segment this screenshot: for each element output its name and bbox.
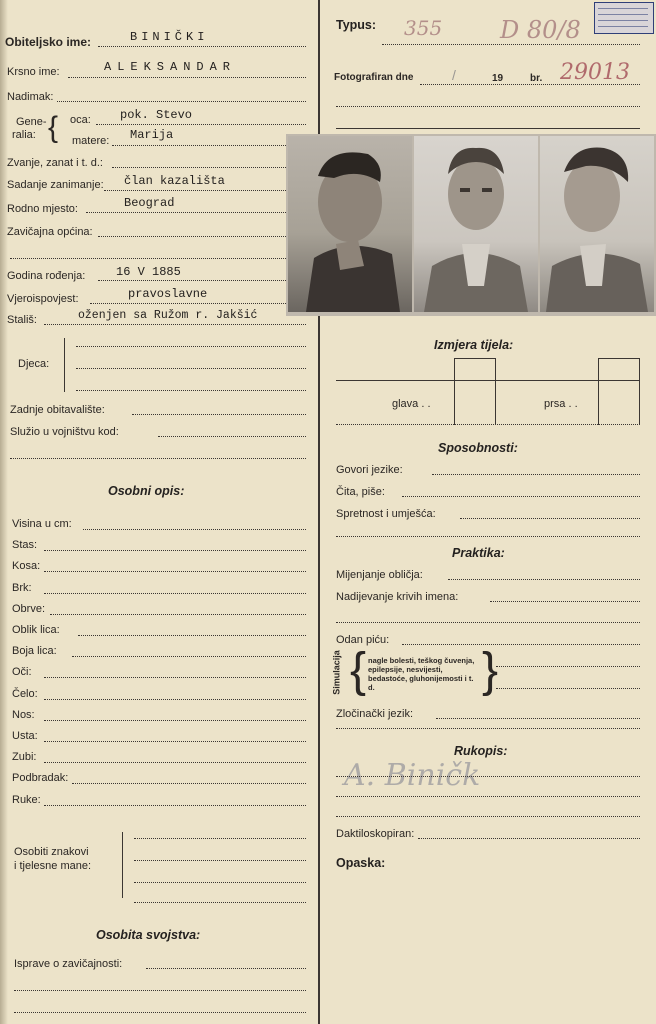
desc-field-line <box>50 614 306 615</box>
marks-line-4 <box>134 902 306 903</box>
abilities-heading: Sposobnosti: <box>438 441 518 455</box>
abilities-end-line <box>336 536 640 537</box>
municipality-line-2 <box>10 258 306 259</box>
desc-field-line <box>44 762 306 763</box>
desc-field-line <box>83 529 306 530</box>
practice-heading: Praktika: <box>452 546 505 560</box>
remark-heading: Opaska: <box>336 856 386 870</box>
father-line <box>96 124 306 125</box>
type-value-1: 355 <box>404 16 443 40</box>
desc-field-line <box>44 677 306 678</box>
number-label: br. <box>530 73 543 84</box>
languages-label: Govori jezike: <box>336 464 403 476</box>
children-bracket <box>64 338 65 392</box>
skills-line <box>460 518 640 519</box>
desc-field-label: Ruke: <box>12 794 41 806</box>
religion-line <box>90 303 306 304</box>
desc-field-label: Kosa: <box>12 560 41 572</box>
father-value: pok. Stevo <box>120 108 193 122</box>
languages-line <box>432 474 640 475</box>
documents-line-3 <box>14 1012 306 1013</box>
occupation-value: član kazališta <box>124 174 225 188</box>
fingerprint-line <box>418 838 640 839</box>
marks-line-3 <box>134 882 306 883</box>
documents-line-2 <box>14 990 306 991</box>
marks-line-1 <box>134 838 306 839</box>
given-name-line <box>68 77 306 78</box>
criminal-language-line <box>436 718 640 719</box>
front-face-icon <box>414 136 538 312</box>
children-line-1 <box>76 346 306 347</box>
handwriting-heading: Rukopis: <box>454 744 508 758</box>
photo-date-slash: / <box>452 67 456 83</box>
paper-edge-shadow <box>0 0 8 1024</box>
birthyear-value: 16 V 1885 <box>116 265 181 279</box>
type-label: Typus: <box>336 18 377 32</box>
desc-field-label: Zubi: <box>12 751 37 763</box>
status-value: oženjen sa Ružom r. Jakšić <box>78 309 258 322</box>
chest-label: prsa . . <box>544 398 578 410</box>
generalia-label-1: Gene- <box>16 116 47 128</box>
skills-label: Spretnost i umješća: <box>336 508 436 520</box>
simulation-line-2 <box>496 688 640 689</box>
desc-field-line <box>44 741 306 742</box>
mother-line <box>112 145 306 146</box>
reads-line <box>402 496 640 497</box>
photographed-label: Fotografiran dne <box>334 72 414 83</box>
profession-line <box>112 167 306 168</box>
mugshot-front-photo <box>414 136 538 312</box>
children-line-3 <box>76 390 306 391</box>
surname-value: BINIČKI <box>130 30 209 44</box>
desc-field-line <box>72 783 306 784</box>
three-quarter-face-icon <box>540 136 654 312</box>
desc-field-line <box>44 699 306 700</box>
number-value: 29013 <box>560 60 630 85</box>
desc-field-line <box>44 593 306 594</box>
profession-label: Zvanje, zanat i t. d.: <box>7 157 103 169</box>
stamp-lines <box>598 8 648 28</box>
type-value-2: D 80/8 <box>500 16 581 44</box>
mugshot-profile-photo <box>288 136 412 312</box>
given-name-label: Krsno ime: <box>7 66 60 78</box>
photographed-line <box>420 84 640 85</box>
mugshot-three-quarter-photo <box>540 136 654 312</box>
generalia-brace: { <box>48 111 59 144</box>
surname-line <box>98 46 306 47</box>
face-change-line <box>448 579 640 580</box>
documents-label: Isprave o zavičajnosti: <box>14 958 123 970</box>
desc-field-label: Boja lica: <box>12 645 57 657</box>
mother-label: matere: <box>72 135 110 147</box>
simulation-bracket-right: } <box>482 644 499 697</box>
handwriting-line-1 <box>336 776 640 777</box>
children-label: Djeca: <box>18 358 50 370</box>
desc-field-line <box>44 805 306 806</box>
desc-field-label: Usta: <box>12 730 38 742</box>
desc-field-label: Nos: <box>12 709 35 721</box>
desc-field-line <box>72 656 306 657</box>
year-label: 19 <box>492 73 504 84</box>
photo-area-top <box>336 128 640 129</box>
false-names-label: Nadijevanje krivih imena: <box>336 591 459 603</box>
mother-value: Marija <box>130 128 174 142</box>
desc-field-line <box>44 550 306 551</box>
desc-field-label: Oči: <box>12 666 32 678</box>
measure-bottom-line <box>336 424 640 425</box>
false-names-line-2 <box>336 622 640 623</box>
desc-field-line <box>78 635 306 636</box>
handwriting-line-2 <box>336 796 640 797</box>
profile-silhouette-icon <box>288 136 412 312</box>
military-line <box>158 436 306 437</box>
head-measure-box <box>454 358 496 425</box>
status-label: Stališ: <box>7 314 37 326</box>
religion-label: Vjeroispovjest: <box>7 293 79 305</box>
desc-field-label: Čelo: <box>12 688 38 700</box>
military-line-2 <box>10 458 306 459</box>
false-names-line <box>490 601 640 602</box>
criminal-language-label: Zločinački jezik: <box>336 708 414 720</box>
generalia-label-2: ralia: <box>12 129 36 141</box>
documents-line-1 <box>146 968 306 969</box>
marks-label-2: i tjelesne mane: <box>14 860 92 872</box>
birthyear-line <box>98 280 306 281</box>
father-label: oca: <box>70 114 91 126</box>
traits-heading: Osobita svojstva: <box>96 928 201 942</box>
municipality-label: Zavičajna općina: <box>7 226 93 238</box>
desc-field-label: Obrve: <box>12 603 46 615</box>
birthplace-value: Beograd <box>124 196 175 210</box>
desc-field-label: Stas: <box>12 539 38 551</box>
last-residence-label: Zadnje obitavalište: <box>10 404 105 416</box>
simulation-text: nagle bolesti, teškog čuvenja, epilepsije, nesvijesti, bedastoće, gluhonijemosti i t. d. <box>368 656 475 692</box>
religion-value: pravoslavne <box>128 287 208 301</box>
simulation-bracket-left: { <box>350 644 367 697</box>
birthyear-label: Godina rođenja: <box>7 270 86 282</box>
reads-label: Čita, piše: <box>336 486 385 498</box>
desc-field-line <box>44 720 306 721</box>
face-change-label: Mijenjanje obličja: <box>336 569 423 581</box>
surname-label: Obiteljsko ime: <box>5 35 92 49</box>
occupation-line <box>104 190 306 191</box>
marks-bracket <box>122 832 123 898</box>
drink-label: Odan piću: <box>336 634 390 646</box>
signature: A. Biničk <box>344 758 481 793</box>
desc-field-label: Podbradak: <box>12 772 69 784</box>
desc-field-line <box>44 571 306 572</box>
nickname-line <box>57 101 306 102</box>
birthplace-label: Rodno mjesto: <box>7 203 78 215</box>
photographed-line-2 <box>336 106 640 107</box>
body-measure-heading: Izmjera tijela: <box>434 338 514 352</box>
military-label: Služio u vojništvu kod: <box>10 426 119 438</box>
handwriting-line-3 <box>336 816 640 817</box>
simulation-label: Simulacija <box>331 650 342 695</box>
type-line <box>382 44 640 45</box>
personal-description-heading: Osobni opis: <box>108 484 185 498</box>
drink-line <box>402 644 640 645</box>
marks-line-2 <box>134 860 306 861</box>
desc-field-label: Brk: <box>12 582 32 594</box>
occupation-label: Sadanje zanimanje: <box>7 179 104 191</box>
desc-field-label: Visina u cm: <box>12 518 72 530</box>
marks-label-1: Osobiti znakovi <box>14 846 89 858</box>
head-label: glava . . <box>392 398 431 410</box>
municipality-line <box>98 236 306 237</box>
children-line-2 <box>76 368 306 369</box>
given-name-value: ALEKSANDAR <box>104 60 237 74</box>
status-line <box>44 324 306 325</box>
fingerprint-label: Daktiloskopiran: <box>336 828 415 840</box>
nickname-label: Nadimak: <box>7 91 54 103</box>
criminal-language-line-2 <box>336 728 640 729</box>
chest-measure-box <box>598 358 640 425</box>
simulation-line-1 <box>496 666 640 667</box>
desc-field-label: Oblik lica: <box>12 624 60 636</box>
birthplace-line <box>86 212 306 213</box>
last-residence-line <box>132 414 306 415</box>
mugshot-strip <box>286 134 656 316</box>
